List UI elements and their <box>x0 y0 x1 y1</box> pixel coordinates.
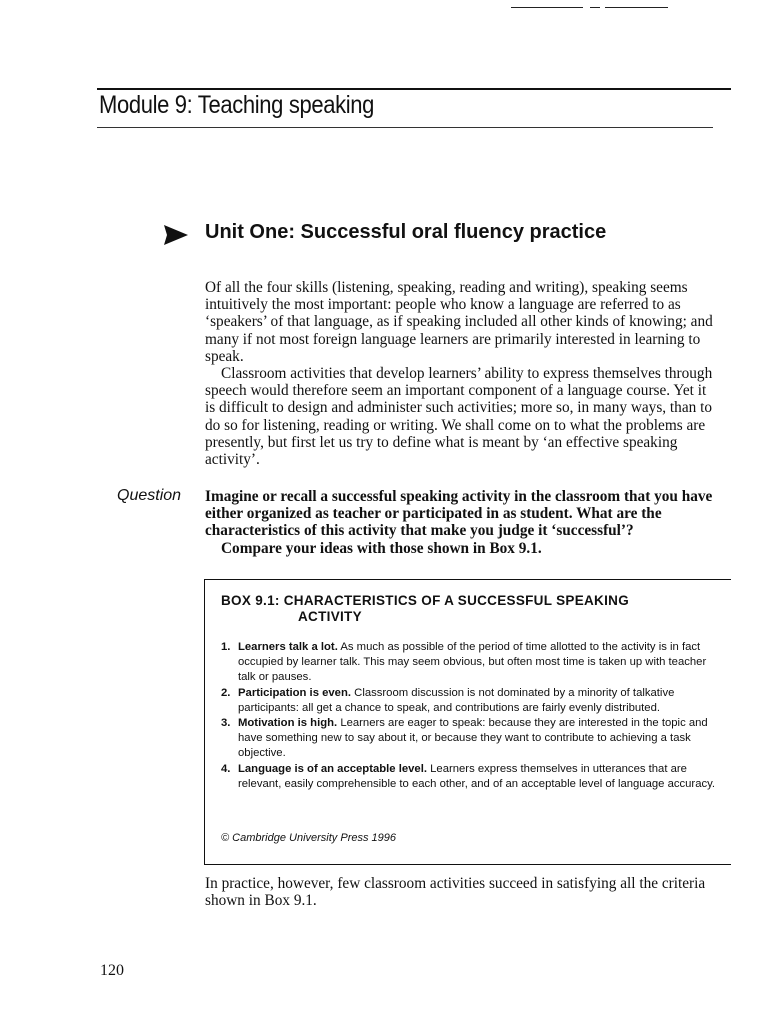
list-item-lead: Language is of an acceptable level. <box>238 762 427 775</box>
list-item-text: Learners express themselves in utterances that are relevant, easily comprehensible to each other, and of an acceptable level of language accuracy. <box>238 762 716 790</box>
list-item-text: As much as possible of the period of time allotted to the activity is in fact occupied by learner talk. This may seem obvious, but often most time is taken up with teacher talk or pauses. <box>238 641 707 684</box>
list-item-text: Learners are eager to speak: because they are interested in the topic and have something new to say about it, or because they want to contribute to achieving a task objective. <box>238 717 708 760</box>
list-item <box>221 716 716 762</box>
intro-paragraph-1: Of all the four skills (listening, speaking, reading and writing), speaking seems intuitively the most important: people who know a language are referred to as ‘speakers’ of that language, as if speaking included all other kinds of knowing; and many if not most foreign language learners are primarily interested in learning to speak. <box>205 279 713 365</box>
list-item <box>221 640 716 686</box>
question-text-block <box>205 488 715 557</box>
after-box-text-block <box>205 875 715 909</box>
box-title-line-2: ACTIVITY <box>298 609 362 624</box>
list-item-lead: Participation is even. <box>238 686 352 699</box>
list-item-text: Classroom discussion is not dominated by a minority of talkative participants: all get a chance to speak, and contributions are fairly evenly distributed. <box>238 686 675 714</box>
list-item-number: 3. <box>221 717 231 730</box>
question-text: Imagine or recall a successful speaking activity in the classroom that you have either organized as teacher or participated in as student. What are the characteristics of this activity that make you judge it ‘successful’? <box>205 488 713 540</box>
box-title <box>221 593 711 625</box>
unit-title: Unit One: Successful oral fluency practice <box>205 221 607 243</box>
box-title-line-1: BOX 9.1: CHARACTERISTICS OF A SUCCESSFUL SPEAKING <box>221 593 629 608</box>
list-item-lead: Motivation is high. <box>238 717 338 730</box>
list-item-number: 2. <box>221 686 231 699</box>
list-item-lead: Learners talk a lot. <box>238 641 338 653</box>
after-box-text: In practice, however, few classroom activities succeed in satisfying all the criteria shown in Box 9.1. <box>205 875 706 910</box>
header-dash-middle <box>590 7 600 8</box>
question-label: Question <box>117 487 182 504</box>
box-credit: © Cambridge University Press 1996 <box>221 832 397 844</box>
question-followup: Compare your ideas with those shown in Box 9.1. <box>221 539 542 557</box>
list-item <box>221 762 716 792</box>
module-title: Module 9: Teaching speaking <box>99 91 375 119</box>
module-title-rule-bottom <box>97 127 713 128</box>
intro-text <box>205 279 715 468</box>
list-item-number: 4. <box>221 762 231 775</box>
header-dash-right <box>605 7 668 8</box>
page-number: 120 <box>100 962 124 979</box>
list-item-number: 1. <box>221 641 231 653</box>
unit-arrow-icon <box>162 224 190 246</box>
module-title-rule-top <box>97 88 731 90</box>
box-9-1 <box>204 579 731 865</box>
intro-paragraph-2: Classroom activities that develop learners’ ability to express themselves through speech would therefore seem an important component of a language course. Yet it is difficult to design and administer such activities; more so, in many ways, than to do so for listening, reading or writing. We shall come on to what the problems are presently, but first let us try to define what is meant by ‘an effective speaking activity’. <box>205 365 713 469</box>
box-list <box>221 640 716 792</box>
header-dash-left <box>511 7 583 8</box>
list-item <box>221 686 716 716</box>
